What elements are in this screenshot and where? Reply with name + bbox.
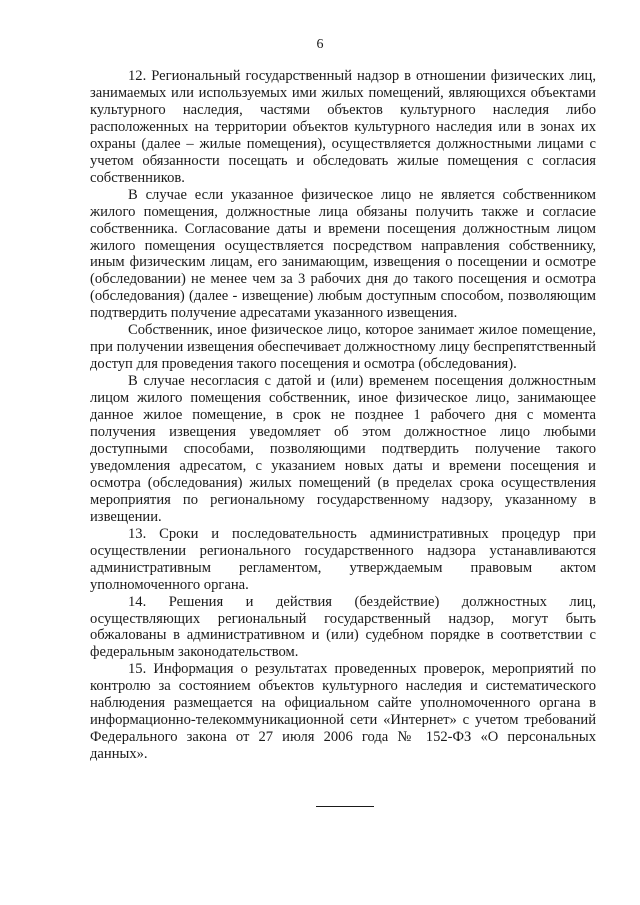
page-number: 6 xyxy=(316,37,324,52)
paragraph-13: 13. Сроки и последовательность административных процедур при осуществлении регионального государственного надзора устанавливаются административным регламентом, утверждаемым правовым актом уполномоченного органа. xyxy=(90,525,596,593)
paragraph-owner-access: Собственник, иное физическое лицо, которое занимает жилое помещение, при получении извещения обеспечивает должностному лицу беспрепятственный доступ для проведения такого посещения и осмотра (обследования). xyxy=(90,322,596,373)
document-body xyxy=(90,68,596,763)
paragraph-14: 14. Решения и действия (бездействие) должностных лиц, осуществляющих региональный государственный надзор, могут быть обжалованы в административном и (или) судебном порядке в соответствии с федеральным законодательством. xyxy=(90,593,596,661)
paragraph-disagreement: В случае несогласия с датой и (или) временем посещения должностным лицом жилого помещения собственник, иное физическое лицо, занимающее данное жилое помещение, в срок не позднее 1 рабочего дня с момента получения извещения уведомляет об этом должностное лицо любыми доступными способами, позволяющими подтвердить получение такого уведомления адресатом, с указанием новых даты и времени посещения и осмотра (обследования) жилых помещений (в пределах срока осуществления мероприятия по региональному государственному надзору, указанному в извещении. xyxy=(90,373,596,525)
paragraph-owner-consent: В случае если указанное физическое лицо не является собственником жилого помещения, должностные лица обязаны получить также и согласие собственника. Согласование даты и времени посещения должностным лицом жилого помещения осуществляется посредством направления собственнику, иным физическим лицам, его занимающим, извещения о посещении и осмотре (обследовании) не менее чем за 3 рабочих дня до такого посещения и осмотра (обследования) (далее - извещение) любым доступным способом, позволяющим подтвердить получение адресатами указанного извещения. xyxy=(90,186,596,322)
end-of-document-rule xyxy=(316,806,374,807)
paragraph-12: 12. Региональный государственный надзор в отношении физических лиц, занимаемых или используемых ими жилых помещений, являющихся объектами культурного наследия, частями объектов культурного наследия либо расположенных на территории объектов культурного наследия или в зонах их охраны (далее – жилые помещения), осуществляется должностными лицами с учетом обязанности посещать и обследовать жилые помещения с согласия собственников. xyxy=(90,68,596,186)
paragraph-15: 15. Информация о результатах проведенных проверок, мероприятий по контролю за состоянием объектов культурного наследия и систематического наблюдения размещается на официальном сайте уполномоченного органа в информационно-телекоммуникационной сети «Интернет» с учетом требований Федерального закона от 27 июля 2006 года № 152-ФЗ «О персональных данных». xyxy=(90,661,596,763)
